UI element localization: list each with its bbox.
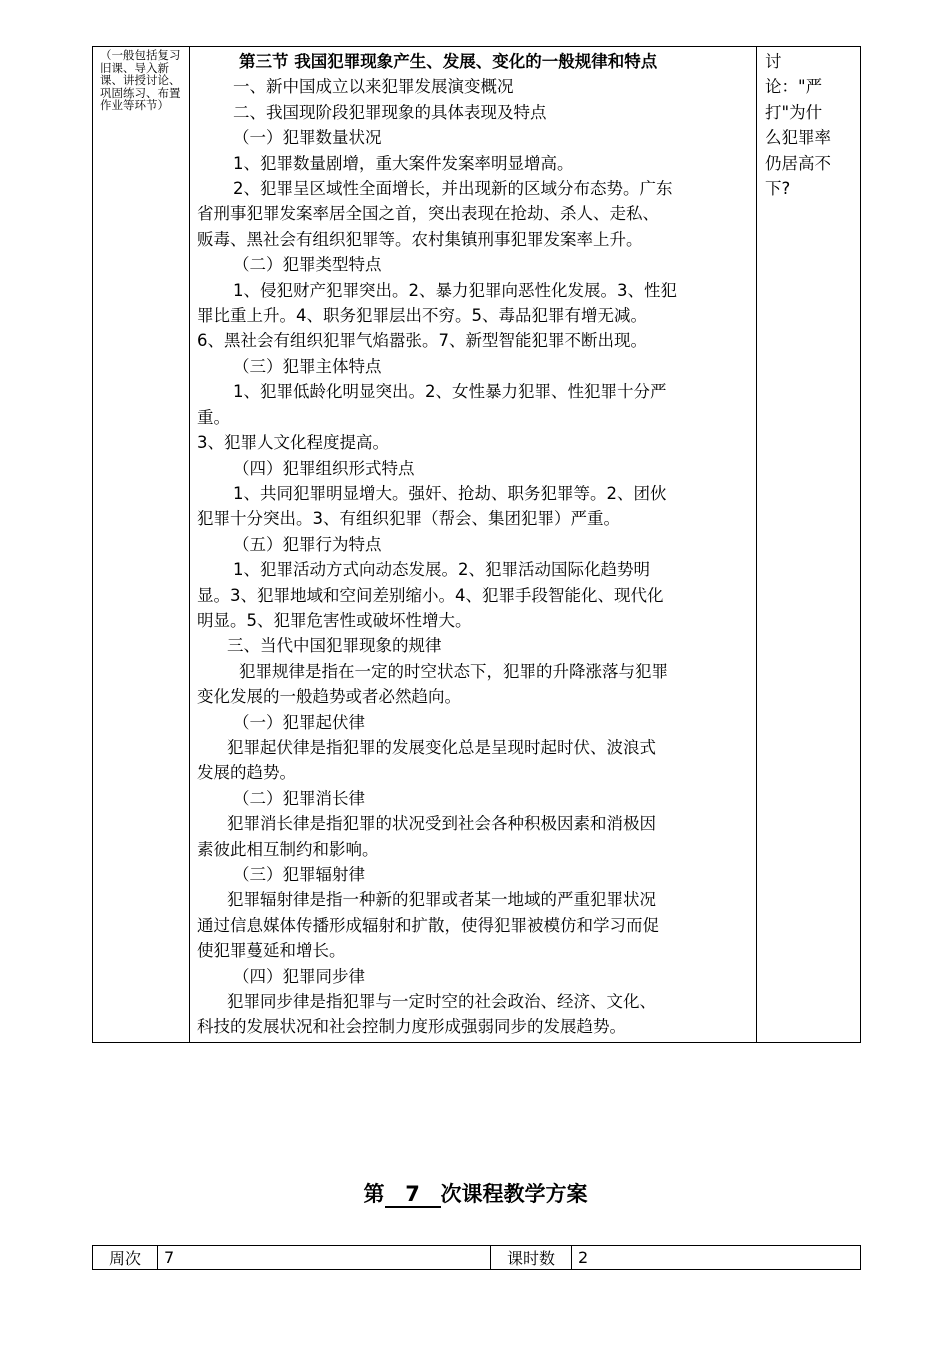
content-cell xyxy=(190,47,757,1043)
content-line: （二）犯罪消长律 xyxy=(233,788,365,808)
content-line: 犯罪消长律是指犯罪的状况受到社会各种积极因素和消极因 xyxy=(227,814,656,834)
content-line: 明显。5、犯罪危害性或破坏性增大。 xyxy=(197,610,472,630)
content-line: 犯罪辐射律是指一种新的犯罪或者某一地域的严重犯罪状况 xyxy=(227,890,656,910)
week-label: 周次 xyxy=(93,1246,158,1270)
content-line: 第三节 我国犯罪现象产生、发展、变化的一般规律和特点 xyxy=(239,52,658,71)
content-line: 使犯罪蔓延和增长。 xyxy=(197,941,346,961)
content-line: 素彼此相互制约和影响。 xyxy=(197,839,379,859)
content-line: （三）犯罪主体特点 xyxy=(233,356,382,376)
side-note-line: 打"为什 xyxy=(765,102,823,122)
lesson-number: 7 xyxy=(385,1182,441,1208)
side-note-line: 下? xyxy=(765,179,791,199)
content-line: 显。3、犯罪地域和空间差别缩小。4、犯罪手段智能化、现代化 xyxy=(197,585,664,605)
title-prefix: 第 xyxy=(363,1182,385,1206)
content-line: 1、犯罪数量剧增，重大案件发案率明显增高。 xyxy=(233,153,574,173)
hours-value: 2 xyxy=(572,1246,861,1270)
side-note-cell xyxy=(757,47,861,1043)
content-line: 省刑事犯罪发案率居全国之首，突出表现在抢劫、杀人、走私、 xyxy=(197,204,659,224)
side-note-line: 论："严 xyxy=(765,77,823,97)
side-note-line: 么犯罪率 xyxy=(765,128,831,148)
content-line: 2、犯罪呈区域性全面增长，并出现新的区域分布态势。广东 xyxy=(233,179,673,199)
content-line: 1、侵犯财产犯罪突出。2、暴力犯罪向恶性化发展。3、性犯 xyxy=(233,280,677,300)
content-line: 1、共同犯罪明显增大。强奸、抢劫、职务犯罪等。2、团伙 xyxy=(233,483,667,503)
content-line: 重。 xyxy=(197,407,230,427)
week-info-table xyxy=(92,1245,861,1270)
content-line: （五）犯罪行为特点 xyxy=(233,534,382,554)
content-line: （一）犯罪起伏律 xyxy=(233,712,365,732)
content-line: 1、犯罪活动方式向动态发展。2、犯罪活动国际化趋势明 xyxy=(233,560,650,580)
side-note-line: 讨 xyxy=(765,52,782,71)
content-line: 3、犯罪人文化程度提高。 xyxy=(197,433,389,453)
content-line: （四）犯罪组织形式特点 xyxy=(233,458,415,478)
content-line: （四）犯罪同步律 xyxy=(233,966,365,986)
left-note: （一般包括复习旧课、导入新课、讲授讨论、巩固练习、布置作业等环节） xyxy=(100,48,181,112)
lesson-plan-title xyxy=(0,1178,951,1208)
left-note-cell xyxy=(93,47,190,1043)
content-line: 三、当代中国犯罪现象的规律 xyxy=(227,636,442,656)
content-line: 犯罪起伏律是指犯罪的发展变化总是呈现时起时伏、波浪式 xyxy=(227,737,656,757)
content-line: 二、我国现阶段犯罪现象的具体表现及特点 xyxy=(233,102,547,122)
content-line: 发展的趋势。 xyxy=(197,763,296,783)
hours-label: 课时数 xyxy=(491,1246,572,1270)
content-line: 犯罪十分突出。3、有组织犯罪（帮会、集团犯罪）严重。 xyxy=(197,509,620,529)
content-line: 变化发展的一般趋势或者必然趋向。 xyxy=(197,687,461,707)
content-line: 犯罪同步律是指犯罪与一定时空的社会政治、经济、文化、 xyxy=(227,992,656,1012)
content-line: 6、黑社会有组织犯罪气焰嚣张。7、新型智能犯罪不断出现。 xyxy=(197,331,647,351)
side-note xyxy=(757,47,860,201)
content-line: 科技的发展状况和社会控制力度形成强弱同步的发展趋势。 xyxy=(197,1017,626,1037)
content-line: 1、犯罪低龄化明显突出。2、女性暴力犯罪、性犯罪十分严 xyxy=(233,382,667,402)
content-line: （一）犯罪数量状况 xyxy=(233,128,382,148)
content-body xyxy=(190,47,756,1042)
content-line: 贩毒、黑社会有组织犯罪等。农村集镇刑事犯罪发案率上升。 xyxy=(197,229,643,249)
content-line: （二）犯罪类型特点 xyxy=(233,255,382,275)
title-suffix: 次课程教学方案 xyxy=(440,1182,588,1206)
side-note-line: 仍居高不 xyxy=(765,153,831,173)
content-line: 通过信息媒体传播形成辐射和扩散，使得犯罪被模仿和学习而促 xyxy=(197,915,659,935)
content-line: 罪比重上升。4、职务犯罪层出不穷。5、毒品犯罪有增无减。 xyxy=(197,306,647,326)
content-line: 一、新中国成立以来犯罪发展演变概况 xyxy=(233,77,514,97)
lesson-content-table xyxy=(92,46,861,1043)
content-line: 犯罪规律是指在一定的时空状态下，犯罪的升降涨落与犯罪 xyxy=(239,661,668,681)
week-value: 7 xyxy=(158,1246,491,1270)
content-line: （三）犯罪辐射律 xyxy=(233,865,365,884)
